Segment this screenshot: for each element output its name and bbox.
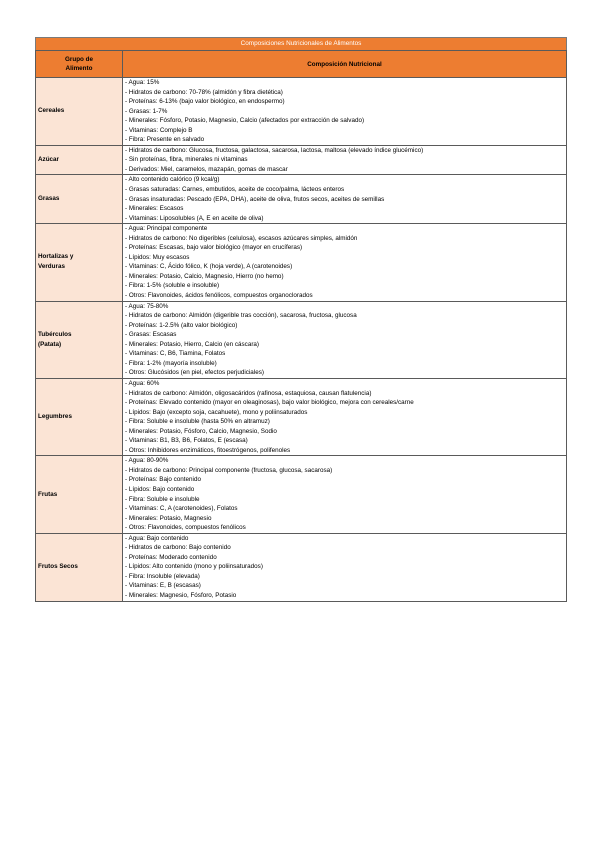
composition-line: - Otros: Flavonoides, ácidos fenólicos, compuestos organoclorados	[125, 292, 313, 300]
food-group-cell	[36, 378, 123, 455]
header-group-label: Grupo de Alimento	[65, 56, 93, 72]
table-row	[36, 456, 567, 533]
food-group-cell	[36, 145, 123, 175]
composition-cell	[123, 456, 567, 533]
composition-line: - Hidratos de carbono: Almidón (digerible tras cocción), sacarosa, fructosa, glucosa	[125, 312, 357, 320]
composition-line: - Minerales: Potasio, Calcio, Magnesio, Hierro (no hemo)	[125, 272, 284, 280]
composition-line: - Lípidos: Alto contenido (mono y poliinsaturados)	[125, 563, 263, 571]
composition-line: - Minerales: Magnesio, Fósforo, Potasio	[125, 591, 237, 599]
food-group-label: Grasas	[38, 195, 60, 203]
composition-cell	[123, 224, 567, 301]
composition-line: - Agua: 15%	[125, 79, 160, 86]
table-row	[36, 78, 567, 146]
composition-line: - Agua: 75-80%	[125, 302, 169, 310]
food-group-label: Azúcar	[38, 156, 59, 164]
nutrition-sheet	[35, 37, 567, 602]
composition-line: - Lípidos: Bajo (excepto soja, cacahuete), mono y poliinsaturados	[125, 408, 308, 416]
composition-line: - Lípidos: Bajo contenido	[125, 485, 195, 493]
composition-cell	[123, 533, 567, 601]
composition-line: - Otros: Flavonoides, compuestos fenólicos	[125, 524, 246, 532]
composition-line: - Vitaminas: C, B6, Tiamina, Folatos	[125, 350, 226, 358]
composition-line: - Vitaminas: C, A (carotenoides), Folatos	[125, 505, 238, 513]
food-group-cell	[36, 456, 123, 533]
table-title: Composiciones Nutricionales de Alimentos	[35, 37, 567, 50]
composition-line: - Agua: Principal componente	[125, 225, 208, 233]
composition-line: - Minerales: Potasio, Magnesio	[125, 514, 212, 522]
header-composition: Composición Nutricional	[123, 51, 567, 78]
food-group-cell	[36, 175, 123, 224]
composition-line: - Grasas insaturadas: Pescado (EPA, DHA), aceite de oliva, frutos secos, aceites de semillas	[125, 195, 385, 203]
table-row	[36, 145, 567, 175]
header-row	[36, 51, 567, 78]
composition-line: - Grasas saturadas: Carnes, embutidos, aceite de coco/palma, lácteos enteros	[125, 186, 345, 194]
composition-cell	[123, 175, 567, 224]
composition-line: - Proteínas: Elevado contenido (mayor en oleaginosas), bajo valor biológico, mejora con cereales/carne	[125, 399, 414, 407]
composition-line: - Hidratos de carbono: No digeribles (celulosa), escasos azúcares simples, almidón	[125, 234, 358, 242]
table-row	[36, 175, 567, 224]
food-group-label: Tubérculos (Patata)	[38, 330, 72, 348]
composition-line: - Minerales: Fósforo, Potasio, Magnesio, Calcio (afectados por extracción de salvado)	[125, 117, 365, 125]
composition-cell	[123, 301, 567, 378]
table-row	[36, 301, 567, 378]
composition-line: - Grasas: Escasas	[125, 331, 177, 339]
composition-line: - Vitaminas: C, Ácido fólico, K (hoja verde), A (carotenoides)	[125, 263, 293, 271]
composition-line: - Alto contenido calórico (9 kcal/g)	[125, 176, 220, 184]
composition-line: - Otros: Glucósidos (en piel, efectos perjudiciales)	[125, 369, 264, 377]
nutrition-table	[35, 50, 567, 602]
composition-line: - Fibra: Presente en salvado	[125, 136, 205, 144]
composition-line: - Vitaminas: Complejo B	[125, 126, 193, 134]
composition-line: - Hidratos de carbono: Almidón, oligosacáridos (rafinosa, estaquiosa, causan flatulencia)	[125, 389, 372, 397]
food-group-cell	[36, 533, 123, 601]
composition-line: - Fibra: Soluble e insoluble	[125, 495, 200, 503]
composition-line: - Vitaminas: E, B (escasas)	[125, 582, 201, 590]
table-row	[36, 378, 567, 455]
composition-line: - Fibra: Insoluble (elevada)	[125, 572, 200, 580]
food-group-label: Cereales	[38, 107, 65, 115]
composition-cell	[123, 78, 567, 146]
composition-line: - Derivados: Miel, caramelos, mazapán, gomas de mascar	[125, 165, 288, 173]
food-group-label: Hortalizas y Verduras	[38, 253, 74, 271]
food-group-cell	[36, 301, 123, 378]
composition-line: - Proteínas: Bajo contenido	[125, 476, 201, 484]
composition-line: - Fibra: Soluble e insoluble (hasta 50% en altramuz)	[125, 418, 270, 426]
composition-line: - Agua: Bajo contenido	[125, 534, 189, 542]
composition-line: - Otros: Inhibidores enzimáticos, fitoestrógenos, polifenoles	[125, 446, 291, 454]
composition-line: - Agua: 80-90%	[125, 457, 169, 465]
composition-line: - Hidratos de carbono: 70-78% (almidón y fibra dietética)	[125, 88, 283, 96]
composition-line: - Fibra: 1-5% (soluble e insoluble)	[125, 282, 220, 290]
food-group-cell	[36, 224, 123, 301]
composition-line: - Fibra: 1-2% (mayoría insoluble)	[125, 359, 217, 367]
composition-line: - Minerales: Potasio, Hierro, Calcio (en cáscara)	[125, 340, 260, 348]
food-group-label: Legumbres	[38, 413, 72, 421]
composition-line: - Sin proteínas, fibra, minerales ni vitaminas	[125, 156, 248, 164]
composition-line: - Proteínas: Escasas, bajo valor biológico (mayor en crucíferas)	[125, 244, 303, 252]
composition-line: - Vitaminas: B1, B3, B6, Folatos, E (escasa)	[125, 437, 248, 445]
table-body	[36, 78, 567, 602]
composition-line: - Proteínas: 6-13% (bajo valor biológico, en endospermo)	[125, 98, 285, 106]
composition-line: - Hidratos de carbono: Bajo contenido	[125, 544, 231, 552]
composition-line: - Proteínas: 1-2.5% (alto valor biológico)	[125, 321, 238, 329]
food-group-label: Frutas	[38, 490, 58, 498]
food-group-cell	[36, 78, 123, 146]
composition-line: - Agua: 60%	[125, 379, 160, 387]
composition-line: - Vitaminas: Liposolubles (A, E en aceite de oliva)	[125, 214, 264, 222]
header-group	[36, 51, 123, 78]
food-group-label: Frutos Secos	[38, 563, 78, 571]
composition-line: - Hidratos de carbono: Principal componente (fructosa, glucosa, sacarosa)	[125, 466, 333, 474]
composition-line: - Minerales: Potasio, Fósforo, Calcio, Magnesio, Sodio	[125, 427, 277, 435]
table-row	[36, 224, 567, 301]
composition-line: - Hidratos de carbono: Glucosa, fructosa, galactosa, sacarosa, lactosa, maltosa (elevado índice glucémico)	[125, 146, 424, 154]
table-row	[36, 533, 567, 601]
composition-line: - Proteínas: Moderado contenido	[125, 553, 217, 561]
composition-line: - Lípidos: Muy escasos	[125, 253, 190, 261]
composition-line: - Grasas: 1-7%	[125, 107, 168, 115]
composition-cell	[123, 145, 567, 175]
composition-line: - Minerales: Escasos	[125, 205, 184, 213]
composition-cell	[123, 378, 567, 455]
